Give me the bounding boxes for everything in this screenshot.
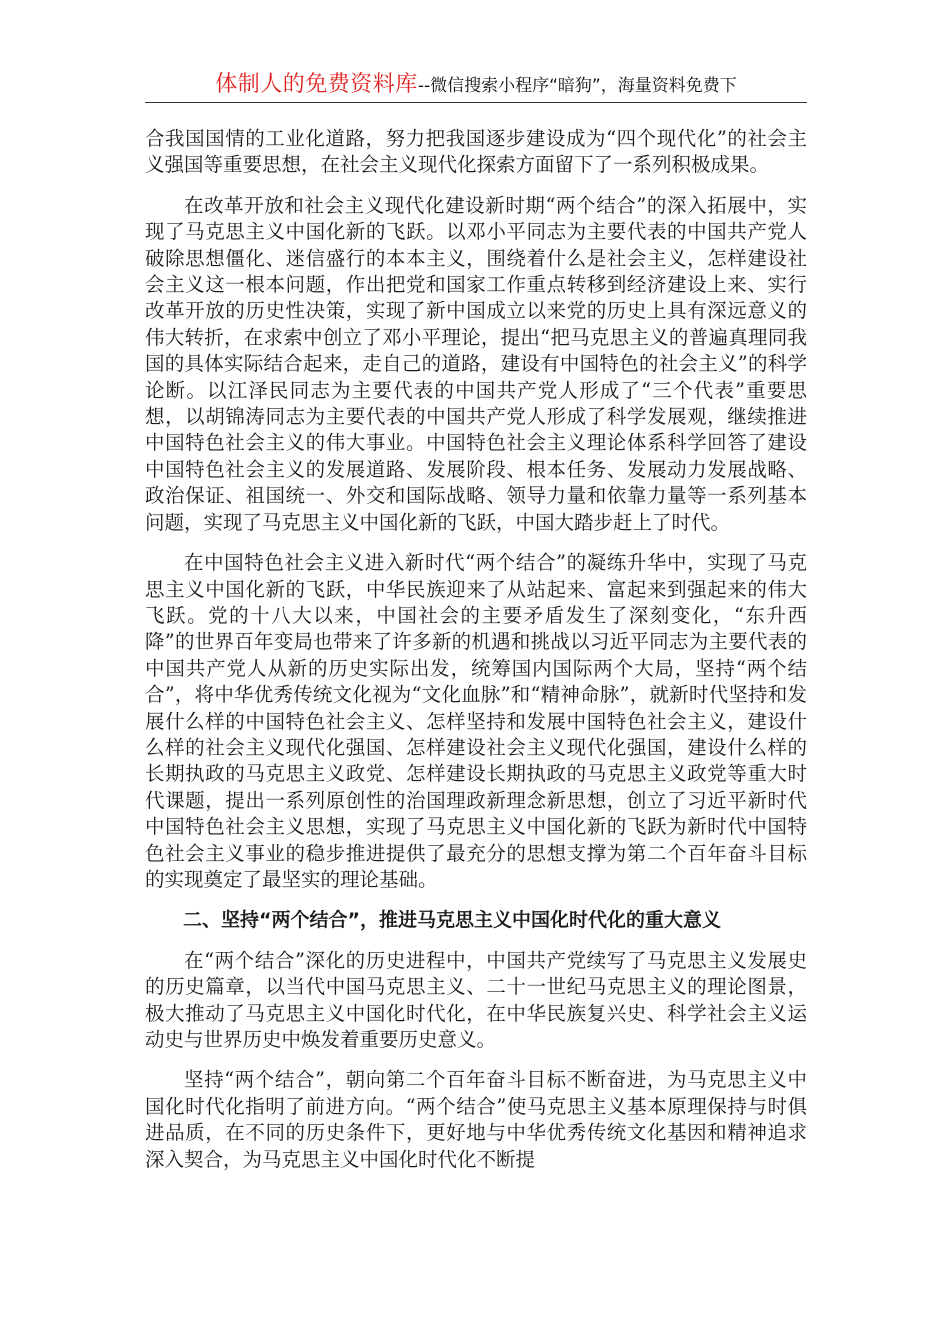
section-heading: 二、坚持“两个结合”，推进马克思主义中国化时代化的重大意义 bbox=[183, 909, 721, 932]
header-brand: 体制人的免费资料库 bbox=[215, 72, 418, 97]
paragraph-new-era: 在中国特色社会主义进入新时代“两个结合”的凝练升华中，实现了马克思主义中国化新的飞跃，中华民族迎来了从站起来、富起来到强起来的伟大飞跃。党的十八大以来，中国社会的主要矛盾发生了深刻变化，“东升西降”的世界百年变局也带来了许多新的机遇和挑战以习近平同志为主要代表的中国共产党人从新的历史实际出发，统筹国内国际两个大局，坚持“两个结合”，将中华优秀传统文化视为“文化血脉”和“精神命脉”，就新时代坚持和发展什么样的中国特色社会主义、怎样坚持和发展中国特色社会主义，建设什么样的社会主义现代化强国、怎样建设社会主义现代化强国，建设什么样的长期执政的马克思主义政党、怎样建设长期执政的马克思主义政党等重大时代课题，提出一系列原创性的治国理政新理念新思想，创立了习近平新时代中国特色社会主义思想，实现了马克思主义中国化新的飞跃为新时代中国特色社会主义事业的稳步推进提供了最充分的思想支撑为第二个百年奋斗目标的实现奠定了最坚实的理论基础。 bbox=[145, 551, 807, 891]
header-tagline: --微信搜索小程序“暗狗”，海量资料免费下 bbox=[417, 76, 737, 96]
document-body bbox=[145, 126, 807, 1187]
page-header bbox=[145, 70, 807, 103]
paragraph-reform-era: 在改革开放和社会主义现代化建设新时期“两个结合”的深入拓展中，实现了马克思主义中国化新的飞跃。以邓小平同志为主要代表的中国共产党人破除思想僵化、迷信盛行的本本主义，围绕着什么是社会主义，怎样建设社会主义这一根本问题，作出把党和国家工作重点转移到经济建设上来、实行改革开放的历史性决策，实现了新中国成立以来党的历史上具有深远意义的伟大转折，在求索中创立了邓小平理论，提出“把马克思主义的普遍真理同我国的具体实际结合起来，走自己的道路，建设有中国特色的社会主义”的科学论断。以江泽民同志为主要代表的中国共产党人形成了“三个代表”重要思想，以胡锦涛同志为主要代表的中国共产党人形成了科学发展观，继续推进中国特色社会主义的伟大事业。中国特色社会主义理论体系科学回答了建设中国特色社会主义的发展道路、发展阶段、根本任务、发展动力发展战略、政治保证、祖国统一、外交和国际战略、领导力量和依靠力量等一系列基本问题，实现了马克思主义中国化新的飞跃，中国大踏步赶上了时代。 bbox=[145, 193, 807, 534]
paragraph-significance: 在“两个结合”深化的历史进程中，中国共产党续写了马克思主义发展史的历史篇章，以当代中国马克思主义、二十一世纪马克思主义的理论图景，极大推动了马克思主义中国化时代化，在中华民族复兴史、科学社会主义运动史与世界历史中焕发着重要历史意义。 bbox=[145, 948, 807, 1051]
paragraph-direction: 坚持“两个结合”，朝向第二个百年奋斗目标不断奋进，为马克思主义中国化时代化指明了前进方向。“两个结合”使马克思主义基本原理保持与时俱进品质，在不同的历史条件下，更好地与中华优秀传统文化基因和精神追求深入契合，为马克思主义中国化时代化不断提 bbox=[145, 1068, 807, 1171]
paragraph-continued: 合我国国情的工业化道路，努力把我国逐步建设成为“四个现代化”的社会主义强国等重要思想，在社会主义现代化探索方面留下了一系列积极成果。 bbox=[145, 127, 807, 177]
